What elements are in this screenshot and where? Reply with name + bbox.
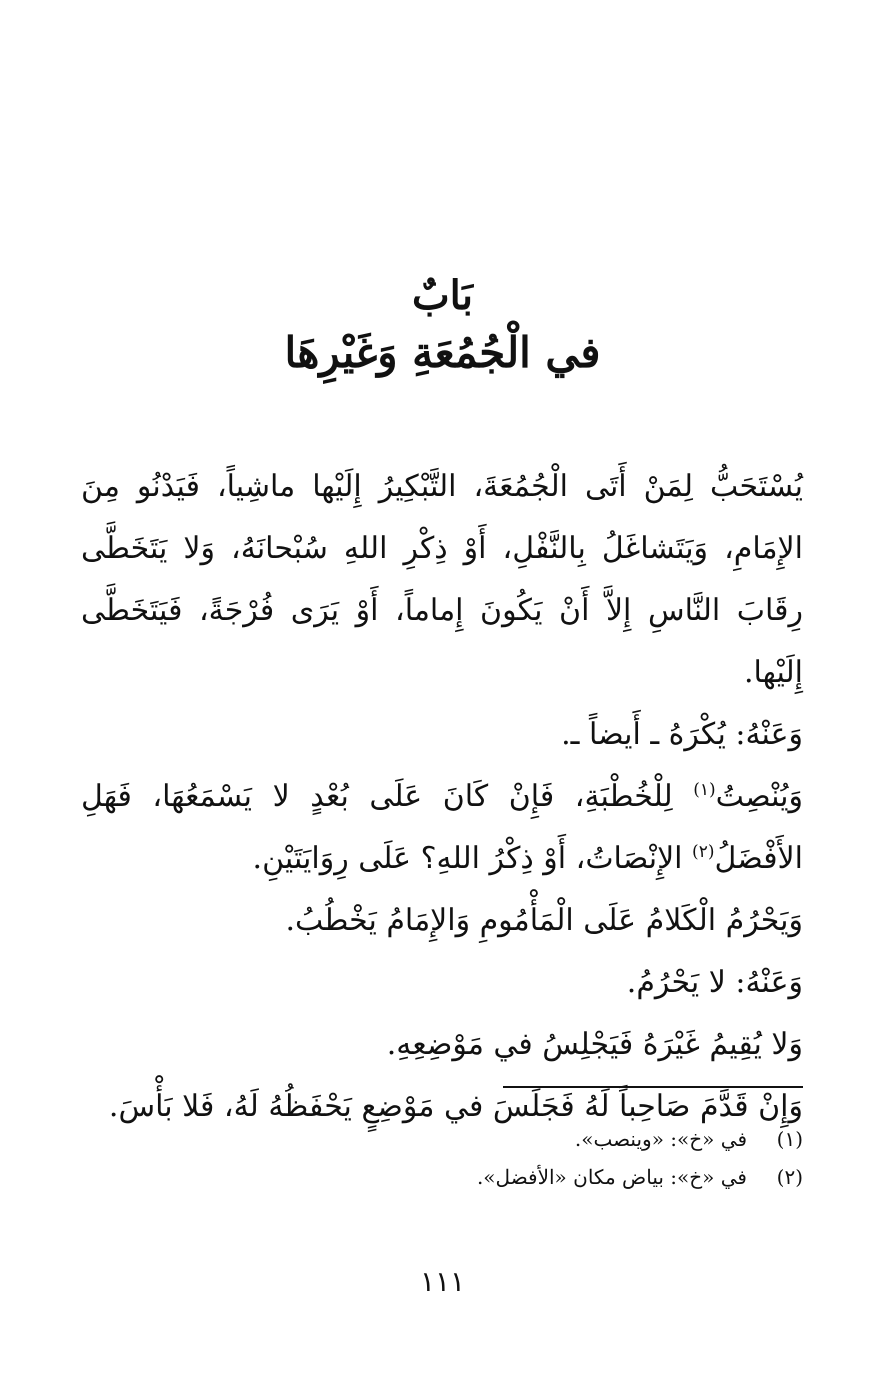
chapter-title: في الْجُمُعَةِ وَغَيْرِهَا <box>284 328 601 377</box>
footnote-number: (٢) <box>776 1165 803 1189</box>
paragraph-reserving-seat: وَإِنْ قَدَّمَ صَاحِباً لَهُ فَجَلَسَ في مَوْضِعٍ يَحْفَظُهُ لَهُ، فَلا بَأْسَ. <box>108 1089 803 1124</box>
footnote-text: في «خ»: «وينصب». <box>574 1127 747 1151</box>
paragraph-segment: وَيُنْصِتُ <box>715 779 803 814</box>
footnotes <box>81 1120 803 1196</box>
footnote-reference: (٢) <box>692 842 715 862</box>
paragraph-friday-etiquette: يُسْتَحَبُّ لِمَنْ أَتَى الْجُمُعَةَ، التَّبْكِيرُ إِلَيْها ماشِياً، فَيَدْنُو مِنَ الإِمَامِ، وَيَتَشاغَلُ بِالنَّفْلِ، أَوْ ذِكْرِ اللهِ سُبْحانَهُ، وَلا يَتَخَطَّى رِقَابَ النَّاسِ إِلاَّ أَنْ يَكُونَ إِماماً، أَوْ يَرَى فُرْجَةً، فَيَتَخَطَّى إِلَيْها. <box>81 469 803 690</box>
paragraph-segment: الإِنْصَاتُ، أَوْ ذِكْرُ اللهِ؟ عَلَى رِوَايَتَيْنِ. <box>252 841 693 876</box>
page-number: ١١١ <box>419 1265 466 1298</box>
paragraph-also-disliked: وَعَنْهُ: يُكْرَهُ ـ أَيضاً ـ. <box>561 717 803 752</box>
paragraph-not-displacing: وَلا يُقِيمُ غَيْرَهُ فَيَجْلِسُ في مَوْضِعِهِ. <box>386 1027 803 1062</box>
paragraph-not-forbidden: وَعَنْهُ: لا يَحْرُمُ. <box>626 965 803 1000</box>
paragraph-segment: لِلْخُطْبَةِ، فَإِنْ كَانَ عَلَى بُعْدٍ لا يَسْمَعُهَا، فَهَلِ الأَفْضَلُ <box>81 779 803 876</box>
footnote-number: (١) <box>776 1127 803 1151</box>
footnote-text: في «خ»: بياض مكان «الأفضل». <box>476 1165 747 1189</box>
paragraph-listening-to-sermon <box>81 766 803 890</box>
footnote-separator <box>503 1086 803 1088</box>
main-text <box>81 456 803 1138</box>
footnote-reference: (١) <box>693 780 716 800</box>
paragraph-speaking-forbidden: وَيَحْرُمُ الْكَلامُ عَلَى الْمَأْمُومِ وَالإِمَامُ يَخْطُبُ. <box>285 903 803 938</box>
footnote <box>81 1120 803 1158</box>
footnote <box>81 1158 803 1196</box>
chapter-label: بَابٌ <box>412 272 473 319</box>
